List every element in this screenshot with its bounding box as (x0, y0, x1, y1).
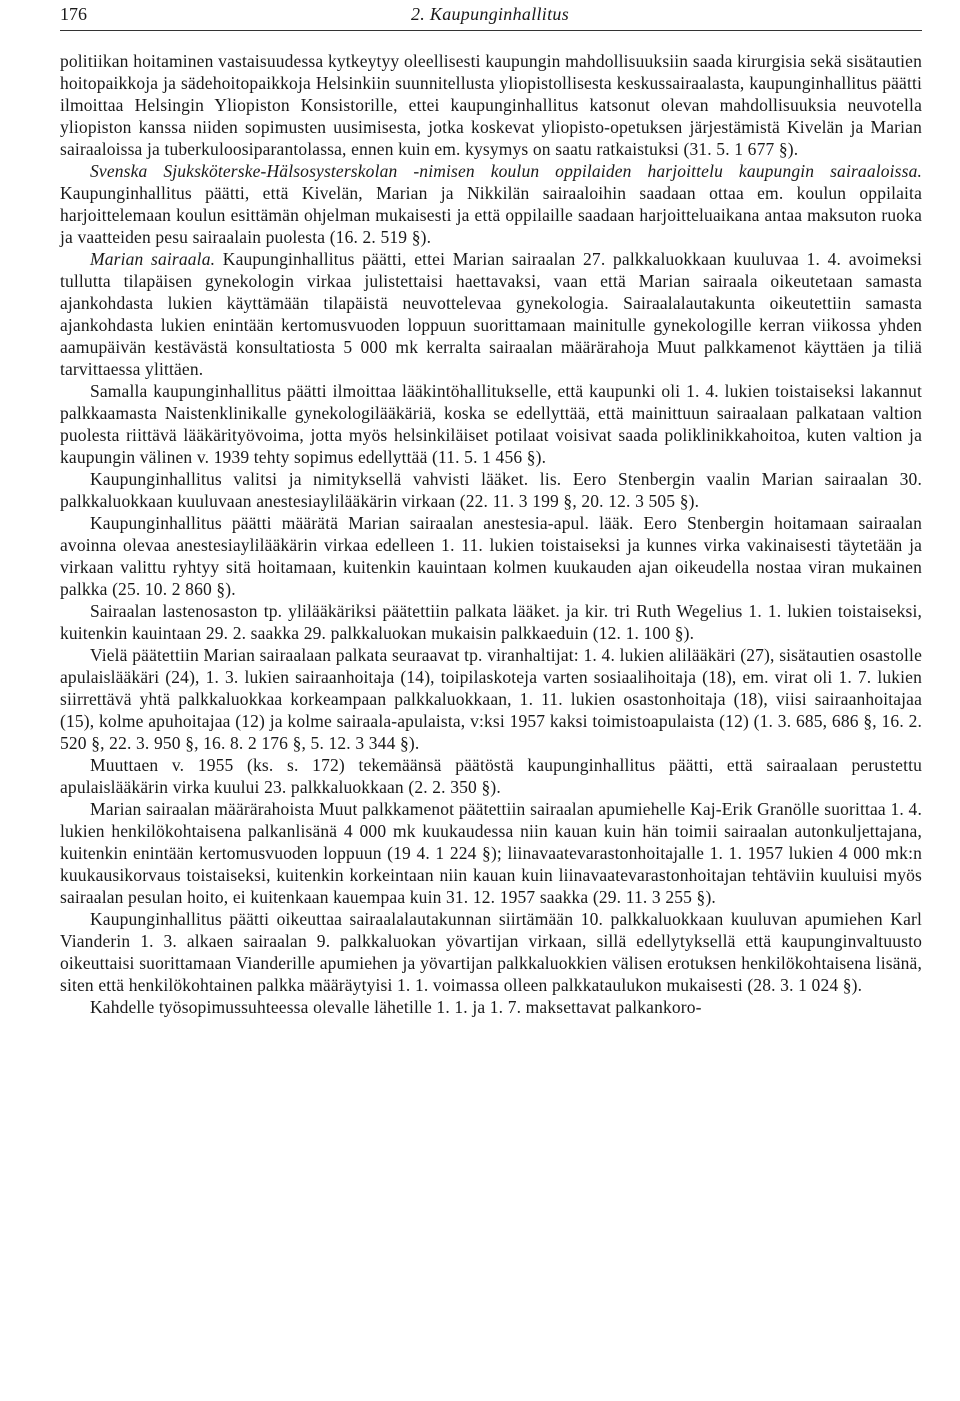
paragraph: Kaupunginhallitus päätti määrätä Marian sairaalan anestesia-apul. lääk. Eero Stenbergin hoitamaan sairaalan avoinna olevaa anestesiaylilääkärin virkaa edelleen 1. 11. lukien toistaiseksi ja kunnes virka vakinaisesti täytetään ja virkaan valittu ryhtyy sitä hoitamaan, kuitenkin kauintaan kolmen kuukauden ajan oikeudella nostaa viran mukainen palkka (25. 10. 2 860 §). (60, 513, 922, 599)
paragraph: Kaupunginhallitus valitsi ja nimityksellä vahvisti lääket. lis. Eero Stenbergin vaalin Marian sairaalan 30. palkkaluokkaan kuuluvaan anestesiaylilääkärin virkaan (22. 11. 3 199 §, 20. 12. 3 505 §). (60, 469, 922, 511)
paragraph: Vielä päätettiin Marian sairaalaan palkata seuraavat tp. viranhaltijat: 1. 4. lukien alilääkäri (27), sisätautien osastolle apulaislääkäri (24), 1. 3. lukien sairaanhoitaja (14), toipilaskotеja varten sosiaalihoitaja (18), em. virat oli 1. 7. lukien siirrettävä yhtä palkkaluokkaa korkeampaan palkkaluokkaan, 1. 11. lukien osastonhoitaja (18), viisi sairaanhoitajaa (15), kolme apuhoitajaa (12) ja kolme sairaala-apulaista, v:ksi 1957 kaksi toimistoapulaista (12) (1. 3. 685, 686 §, 16. 2. 520 §, 22. 3. 950 §, 16. 8. 2 176 §, 5. 12. 3 344 §). (60, 645, 922, 753)
paragraph-body: Kaupunginhallitus päätti, ettei Marian sairaalan 27. palkkaluokkaan kuuluvaa 1. 4. avoimeksi tullutta tilapäisen gynekologin virkaa julistettaisi haettavaksi, vaan että Marian sairaala oikeutetaan samasta ajankohdasta lukien käyttämään tilapäistä neuvottelevaa gynekologia. Sairaalalautakunta oikeutettiin samasta ajankohdasta lukien enintään kertomusvuoden loppuun suorittamaan mainitulle gynekologille kerran viikossa yhden aamupäivän kestävästä konsultatiosta 5 000 mk kerralta sairaalan määrärahoja Muut palkkamenot käyttäen ja tiliä tarvittaessa ylittäen. (60, 249, 922, 379)
section-heading: Marian sairaala. (90, 249, 216, 269)
section-heading: Svenska Sjuksköterske-Hälsosysterskolan -nimisen koulun oppilaiden harjoittelu kaupungin sairaaloissa. (90, 161, 922, 181)
page-header (60, 4, 920, 28)
paragraph-school-training (60, 160, 922, 248)
paragraph: politiikan hoitaminen vastaisuudessa kytkeytyy oleellisesti kaupungin mahdollisuuksiin saada kirurgisia sekä sisätautien hoitopaikkoja ja sädehoitopaikkoja Helsinkiin suunnitellusta yliopistollisesta keskussairaalasta, kaupunginhallitus päätti ilmoittaa Helsingin Yliopiston Konsistorille, ettei kaupunginhallitus katsonut olevan mahdollisuuksia neuvotella yliopiston kanssa niiden sopimusten uusimisesta, jotka koskevat yliopisto-opetuksen järjestämistä Kivelän ja Marian sairaaloissa ja tuberkuloosiparantolassa, ennen kuin em. kysymys on saatu ratkaistuksi (31. 5. 1 677 §). (60, 51, 922, 159)
header-rule (60, 30, 922, 31)
paragraph: Kahdelle työsopimussuhteessa olevalle lähetille 1. 1. ja 1. 7. maksettavat palkankoro- (90, 997, 702, 1017)
body-text (60, 50, 922, 1018)
paragraph: Kaupunginhallitus päätti oikeuttaa sairaalalautakunnan siirtämään 10. palkkaluokkaan kuuluvan apumiehen Karl Vianderin 1. 3. alkaen sairaalan 9. palkkaluokan yövartijan virkaan, sillä edellytyksellä että kaupunginvaltuusto oikeuttaisi suorittamaan Vianderille apumiehen ja yövartijan palkkaluokkien välisen erotuksen henkilökohtaisena lisänä, siten että henkilökohtainen palkka määräytyisi 1. 1. voimassa olleen palkkataulukon mukaisesti (28. 3. 1 024 §). (60, 909, 922, 995)
paragraph-marian-sairaala (60, 248, 922, 380)
paragraph: Samalla kaupunginhallitus päätti ilmoittaa lääkintöhallitukselle, että kaupunki oli 1. 4. lukien toistaiseksi lakannut palkkaamasta Naistenklinikalle gynekologilääkäriä, koska se edellyttää, että mainittuun sairaalaan palkataan valtion puolesta riittävä lääkärityövoima, jotta myös helsinkiläiset potilaat voisivat saada poliklinikkahoitoa, kuten valtion ja kaupungin välinen v. 1939 tehty sopimus edellyttää (11. 5. 1 456 §). (60, 381, 922, 467)
page-number: 176 (60, 4, 87, 24)
paragraph-body: Kaupunginhallitus päätti, että Kivelän, Marian ja Nikkilän sairaaloihin saadaan ottaa em. koulun oppilaita harjoittelemaan koulun esittämän ohjelman mukaisesti ja että oppilaille saadaan harjoitteluaikana antaa maksuton ruoka ja vaatteiden pesu sairaalain puolesta (16. 2. 519 §). (60, 183, 922, 247)
running-title: 2. Kaupunginhallitus (410, 4, 569, 24)
paragraph: Marian sairaalan määrärahoista Muut palkkamenot päätettiin sairaalan apumiehelle Kaj-Erik Granölle suorittaa 1. 4. lukien henkilökohtaisena palkanlisänä 4 000 mk kuukaudessa niin kauan kuin hän toimii sairaalan autonkuljettajana, kuitenkin enintään kertomusvuoden loppuun (19 4. 1 224 §); liinavaatevarastonhoitajalle 1. 1. 1957 lukien 4 000 mk:n kuukausikorvaus toistaiseksi, kuitenkin korkeintaan niin kauan kuin liinavaatevarastonhoitajan tehtäviin kuuluisi myös sairaalan pesulan hoito, ei kuitenkaan kauempaa kuin 31. 12. 1957 saakka (29. 11. 3 255 §). (60, 799, 922, 907)
paragraph: Sairaalan lastenosaston tp. ylilääkäriksi päätettiin palkata lääket. ja kir. tri Ruth Wegelius 1. 1. lukien toistaiseksi, kuitenkin kauintaan 29. 2. saakka 29. palkkaluokan mukaisin palkkaeduin (12. 1. 100 §). (60, 601, 922, 643)
paragraph: Muuttaen v. 1955 (ks. s. 172) tekemäänsä päätöstä kaupunginhallitus päätti, että sairaalaan perustettu apulaislääkärin virka kuului 23. palkkaluokkaan (2. 2. 350 §). (60, 755, 922, 797)
